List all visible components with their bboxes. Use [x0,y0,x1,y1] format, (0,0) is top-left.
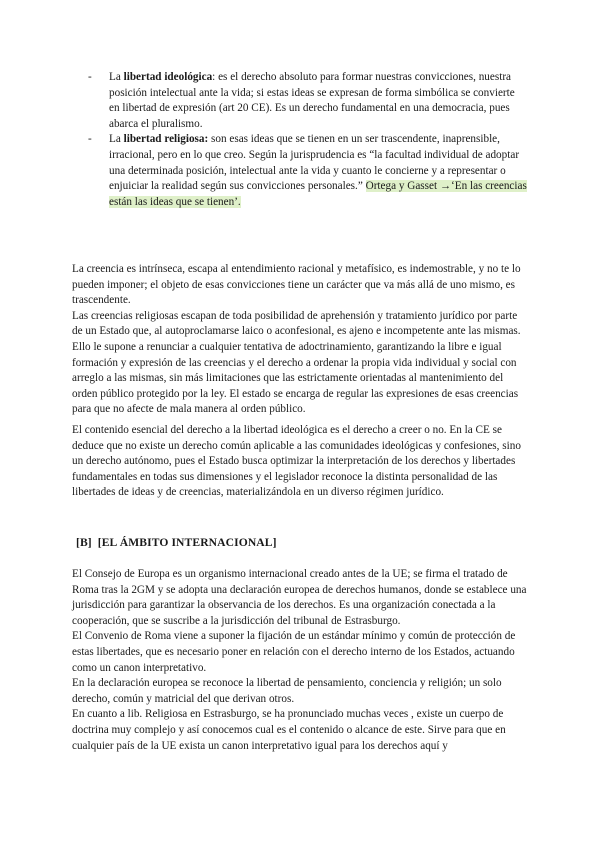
paragraph-creencia: La creencia es intrínseca, escapa al entendimiento racional y metafísico, es indemostrable, y no te lo pueden imponer; el objeto de esas convicciones tiene un carácter que va más allá de uno mismo, es trascendente. [72,263,521,307]
bullet-dash: - [88,71,92,83]
paragraph-group-2 [72,423,528,501]
bullet-term: libertad religiosa: [123,133,209,146]
bullet-lead: La [109,133,124,146]
paragraph-creencias-religiosas: Las creencias religiosas escapan de toda posibilidad de aprehensión y tratamiento jurídico por parte de un Estado que, al autoproclamarse laico o aconfesional, es ajeno e incompetente ante las mismas. Ello le supone a renunciar a cualquier tentativa de adoctrinamiento, garantizando la libre e igual formación y expresión de las creencias y el derecho a ordenar la propia vida individual y social con arreglo a las mismas, sin más limitaciones que las estrictamente orientadas al mantenimiento del orden público protegido por la ley. El estado se encarga de regular las expresiones de esas creencias para que no afecte de mala manera al orden público. [72,309,521,416]
section-heading [76,536,277,549]
paragraph-group-1 [72,262,528,418]
paragraph-declaracion-europea: En la declaración europea se reconoce la libertad de pensamiento, conciencia y religión; un solo derecho, común y matricial del que derivan otros. [72,677,502,705]
bullet-text [109,132,528,210]
bullet-dash: - [88,133,92,146]
paragraph-consejo-europa: El Consejo de Europa es un organismo internacional creado antes de la UE; se firma el tratado de Roma tras la 2GM y se adopta una declaración europea de derechos humanos, donde se establece una jurisdicción para garantizar la observancia de los derechos. Es una organización conectada a la cooperación, que se suscribe a la jurisdicción del tribunal de Estrasburgo. [72,568,527,627]
bullet-body: : es el derecho absoluto para formar nuestras convicciones, nuestra posición intelectual ante la vida; si estas ideas se expresan de forma simbólica se convierte en libertad de expresión (art 20 CE). Es un derecho fundamental en una democracia, pues abarca el pluralismo. [109,71,515,130]
paragraph-convenio-roma: El Convenio de Roma viene a suponer la fijación de un estándar mínimo y común de protección de estas libertades, que es necesario poner en relación con el derecho interno de los Estados, actuando como un canon interpretativo. [72,630,516,674]
paragraph-group-3 [72,567,528,754]
paragraph-contenido-esencial: El contenido esencial del derecho a la libertad ideológica es el derecho a creer o no. En la CE se deduce que no existe un derecho común aplicable a las comunidades ideológicas y confesiones, sino un derecho autónomo, pues el Estado busca optimizar la interpretación de los derechos y libertades fundamentales en todas sus dimensiones y el legislador reconoce la distinta personalidad de las libertades de ideas y de creencias, materializándola en un diverso régimen jurídico. [72,424,521,499]
bullet-item-libertad-ideologica [88,70,528,132]
bullet-text [109,70,528,132]
bullet-list [88,70,528,210]
bullet-term: libertad ideológica [123,71,213,83]
section-title: [EL ÁMBITO INTERNACIONAL] [97,536,277,549]
section-marker: [B] [76,536,92,549]
bullet-body: son esas ideas que se tienen en un ser trascendente, inaprensible, irracional, pero en lo que creo. Según la jurisprudencia es “la facultad individual de adoptar una determinada posición, intelectual ante la vida y cuanto le concierne y a representar o enjuiciar la realidad según sus convicciones personales.” [109,133,520,193]
bullet-item-libertad-religiosa [88,132,528,210]
paragraph-estrasburgo: En cuanto a lib. Religiosa en Estrasburgo, se ha pronunciado muchas veces , existe un cuerpo de doctrina muy complejo y así conocemos cual es el contenido o alcance de este. Sirve para que en cualquier país de la UE exista un canon interpretativo igual para los derechos aquí y [72,708,506,752]
bullet-lead: La [109,71,124,83]
highlighted-quote: Ortega y Gasset →‘En las creencias están las ideas que se tienen’. [109,180,527,208]
